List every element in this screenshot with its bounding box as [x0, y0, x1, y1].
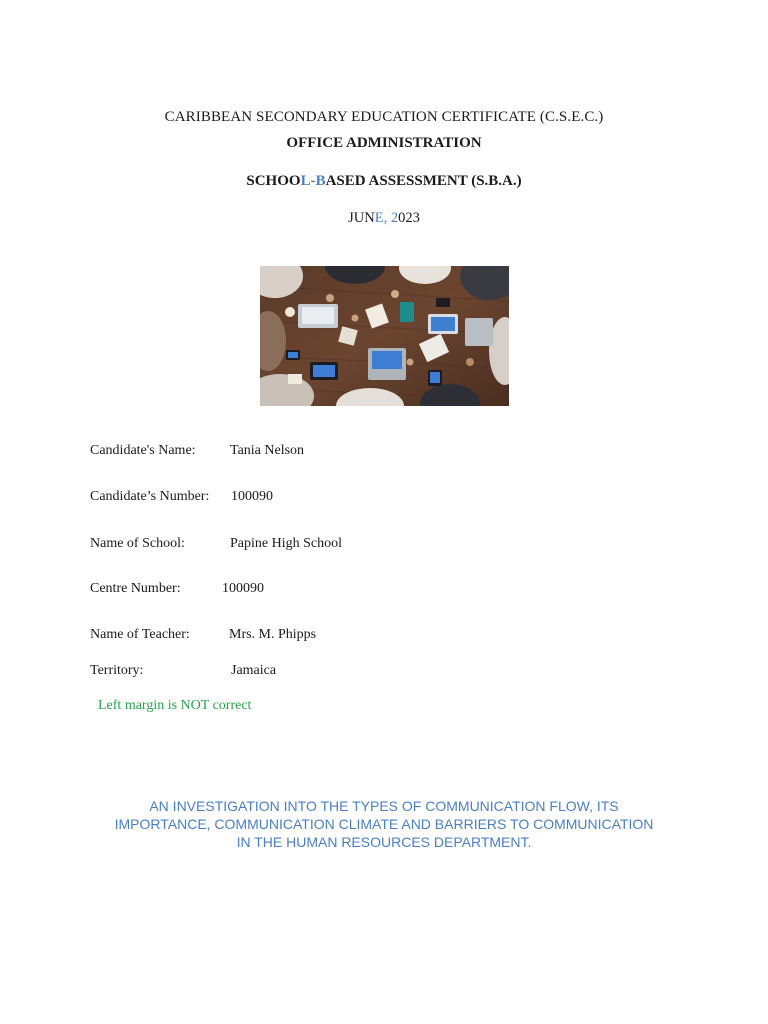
exam-body-title: CARIBBEAN SECONDARY EDUCATION CERTIFICATE (C.S.E.C.) — [164, 109, 604, 125]
teacher-name-value: Mrs. M. Phipps — [229, 627, 317, 642]
school-name-row — [90, 536, 342, 552]
margin-annotation: Left margin is NOT correct — [98, 698, 252, 713]
cover-photo — [260, 266, 509, 406]
exam-date — [0, 210, 768, 227]
sba-title — [0, 173, 768, 190]
centre-number-row — [90, 581, 264, 597]
sba-title-part-2: L-B — [300, 173, 326, 189]
project-topic — [60, 797, 708, 851]
cover-photo-illustration — [260, 266, 509, 406]
candidate-name-value: Tania Nelson — [230, 443, 305, 458]
topic-line-3: IN THE HUMAN RESOURCES DEPARTMENT. — [236, 834, 532, 850]
school-name-label: Name of School: — [90, 536, 185, 551]
candidate-name-label: Candidate's Name: — [90, 443, 196, 458]
sba-title-part-1: SCHOO — [246, 173, 301, 189]
topic-line-2: IMPORTANCE, COMMUNICATION CLIMATE AND BARRIERS TO COMMUNICATION — [114, 816, 654, 832]
territory-row — [90, 663, 277, 679]
territory-value: Jamaica — [231, 663, 277, 678]
school-name-value: Papine High School — [230, 536, 342, 551]
centre-number-label: Centre Number: — [90, 581, 181, 596]
sba-title-part-3: ASED ASSESSMENT (S.B.A.) — [325, 173, 522, 189]
candidate-number-row — [90, 489, 273, 505]
candidate-number-value: 100090 — [231, 489, 273, 504]
teacher-name-label: Name of Teacher: — [90, 627, 190, 642]
territory-label: Territory: — [90, 663, 144, 678]
candidate-name-row — [90, 443, 305, 459]
topic-line-1: AN INVESTIGATION INTO THE TYPES OF COMMUNICATION FLOW, ITS — [149, 798, 619, 814]
teacher-name-row — [90, 627, 317, 643]
centre-number-value: 100090 — [222, 581, 264, 596]
exam-date-part-3: 023 — [398, 210, 420, 226]
subject-title: OFFICE ADMINISTRATION — [286, 135, 482, 151]
candidate-number-label: Candidate’s Number: — [90, 489, 210, 504]
exam-date-part-2: E, 2 — [374, 210, 399, 226]
exam-date-part-1: JUN — [348, 210, 375, 226]
